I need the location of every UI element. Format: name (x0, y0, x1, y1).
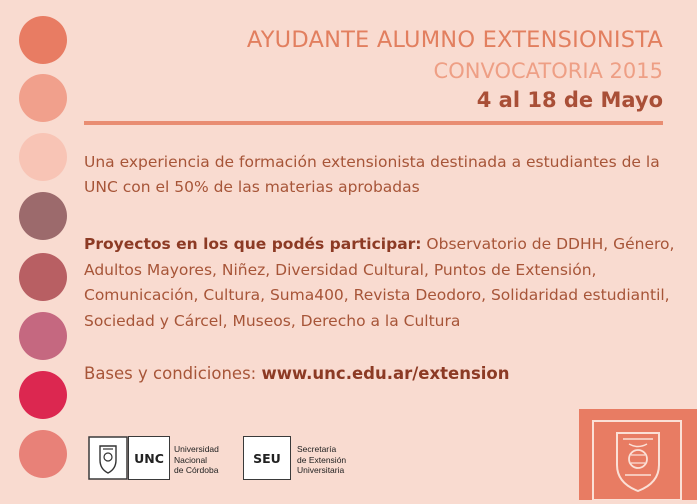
decorative-dot (19, 133, 67, 181)
projects-label: Proyectos en los que podés participar: (84, 235, 422, 253)
page-subtitle: CONVOCATORIA 2015 (433, 59, 663, 83)
seu-logo (243, 436, 393, 482)
decorative-dot (19, 430, 67, 478)
intro-text: Una experiencia de formación extensionista destinada a estudiantes de la UNC con el 50% de las materias aprobadas (84, 153, 660, 196)
decorative-dot (19, 192, 67, 240)
header-divider (84, 121, 663, 125)
bases-line (84, 364, 510, 383)
unc-name-line-2: Nacional (174, 454, 208, 465)
bases-label: Bases y condiciones: (84, 364, 262, 383)
date-range: 4 al 18 de Mayo (476, 88, 663, 112)
decorative-dot (19, 74, 67, 122)
unc-full-name (174, 444, 219, 476)
unc-abbr: UNC (128, 436, 170, 480)
unc-name-line-3: de Córdoba (174, 465, 219, 475)
decorative-dot (19, 16, 67, 64)
unc-seal-icon (88, 436, 128, 480)
projects-paragraph (84, 232, 694, 334)
decorative-dot (19, 312, 67, 360)
seu-name-line-3: Universitaria (297, 465, 345, 475)
unc-logo (88, 436, 238, 482)
seu-name-line-1: Secretaría (297, 444, 337, 454)
projects-list: Observatorio de DDHH, Género, Adultos Mayores, Niñez, Diversidad Cultural, Puntos de Extensión, Comunicación, Cultura, Suma400, Revista Deodoro, Solidaridad estudiantil, Sociedad y Cárcel, Museos, Derecho a la Cultura (84, 235, 675, 330)
seu-abbr: SEU (243, 436, 291, 480)
page-title: AYUDANTE ALUMNO EXTENSIONISTA (246, 27, 663, 53)
seu-full-name (297, 444, 346, 476)
unc-seal-badge (579, 409, 697, 500)
extension-link[interactable]: www.unc.edu.ar/extension (261, 364, 510, 383)
decorative-dot (19, 371, 67, 419)
unc-name-line-1: Universidad (174, 444, 219, 454)
university-seal-icon (579, 409, 697, 500)
seu-name-line-2: de Extensión (297, 454, 347, 465)
decorative-dot (19, 253, 67, 301)
